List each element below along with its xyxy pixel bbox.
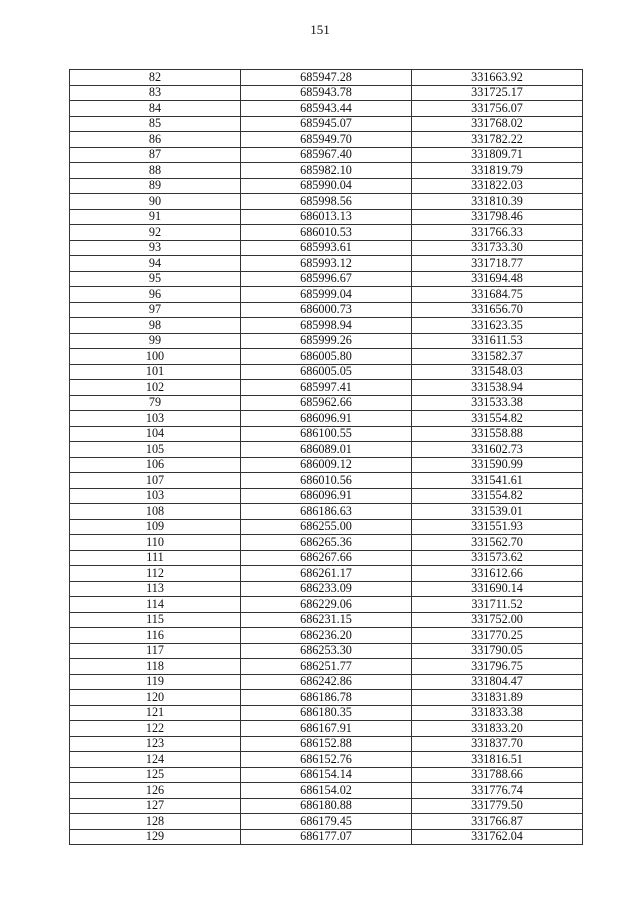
y-coordinate-cell: 331711.52 [412, 597, 583, 613]
point-number-cell: 112 [70, 566, 241, 582]
x-coordinate-cell: 686177.07 [241, 829, 412, 845]
x-coordinate-cell: 685962.66 [241, 395, 412, 411]
x-coordinate-cell: 686255.00 [241, 519, 412, 535]
y-coordinate-cell: 331770.25 [412, 628, 583, 644]
y-coordinate-cell: 331810.39 [412, 194, 583, 210]
y-coordinate-cell: 331831.89 [412, 690, 583, 706]
x-coordinate-cell: 686096.91 [241, 488, 412, 504]
x-coordinate-cell: 686267.66 [241, 550, 412, 566]
y-coordinate-cell: 331816.51 [412, 752, 583, 768]
table-row [70, 380, 583, 396]
x-coordinate-cell: 686231.15 [241, 612, 412, 628]
x-coordinate-cell: 685998.94 [241, 318, 412, 334]
table-row [70, 225, 583, 241]
point-number-cell: 102 [70, 380, 241, 396]
point-number-cell: 79 [70, 395, 241, 411]
x-coordinate-cell: 685943.44 [241, 101, 412, 117]
y-coordinate-cell: 331779.50 [412, 798, 583, 814]
x-coordinate-cell: 686010.56 [241, 473, 412, 489]
point-number-cell: 88 [70, 163, 241, 179]
y-coordinate-cell: 331733.30 [412, 240, 583, 256]
x-coordinate-cell: 686242.86 [241, 674, 412, 690]
table-row [70, 426, 583, 442]
y-coordinate-cell: 331796.75 [412, 659, 583, 675]
point-number-cell: 118 [70, 659, 241, 675]
x-coordinate-cell: 685943.78 [241, 85, 412, 101]
coordinates-table [69, 69, 583, 845]
y-coordinate-cell: 331833.38 [412, 705, 583, 721]
x-coordinate-cell: 686180.88 [241, 798, 412, 814]
table-row [70, 116, 583, 132]
y-coordinate-cell: 331804.47 [412, 674, 583, 690]
point-number-cell: 107 [70, 473, 241, 489]
y-coordinate-cell: 331538.94 [412, 380, 583, 396]
y-coordinate-cell: 331684.75 [412, 287, 583, 303]
x-coordinate-cell: 686154.02 [241, 783, 412, 799]
table-row [70, 612, 583, 628]
table-row [70, 302, 583, 318]
table-row [70, 767, 583, 783]
y-coordinate-cell: 331551.93 [412, 519, 583, 535]
y-coordinate-cell: 331582.37 [412, 349, 583, 365]
page-number: 151 [310, 22, 330, 37]
x-coordinate-cell: 686154.14 [241, 767, 412, 783]
point-number-cell: 114 [70, 597, 241, 613]
y-coordinate-cell: 331554.82 [412, 411, 583, 427]
table-row [70, 829, 583, 845]
table-row [70, 783, 583, 799]
table-row [70, 256, 583, 272]
x-coordinate-cell: 685982.10 [241, 163, 412, 179]
x-coordinate-cell: 686261.17 [241, 566, 412, 582]
table-row [70, 798, 583, 814]
table-row [70, 240, 583, 256]
point-number-cell: 103 [70, 488, 241, 504]
point-number-cell: 103 [70, 411, 241, 427]
x-coordinate-cell: 685949.70 [241, 132, 412, 148]
y-coordinate-cell: 331533.38 [412, 395, 583, 411]
y-coordinate-cell: 331782.22 [412, 132, 583, 148]
y-coordinate-cell: 331541.61 [412, 473, 583, 489]
x-coordinate-cell: 685947.28 [241, 70, 412, 86]
y-coordinate-cell: 331798.46 [412, 209, 583, 225]
x-coordinate-cell: 685993.61 [241, 240, 412, 256]
point-number-cell: 86 [70, 132, 241, 148]
point-number-cell: 96 [70, 287, 241, 303]
point-number-cell: 129 [70, 829, 241, 845]
point-number-cell: 116 [70, 628, 241, 644]
point-number-cell: 126 [70, 783, 241, 799]
y-coordinate-cell: 331554.82 [412, 488, 583, 504]
y-coordinate-cell: 331822.03 [412, 178, 583, 194]
x-coordinate-cell: 686265.36 [241, 535, 412, 551]
x-coordinate-cell: 686013.13 [241, 209, 412, 225]
y-coordinate-cell: 331768.02 [412, 116, 583, 132]
table-row [70, 132, 583, 148]
x-coordinate-cell: 685998.56 [241, 194, 412, 210]
y-coordinate-cell: 331819.79 [412, 163, 583, 179]
x-coordinate-cell: 686179.45 [241, 814, 412, 830]
x-coordinate-cell: 686009.12 [241, 457, 412, 473]
table-row [70, 411, 583, 427]
table-row [70, 566, 583, 582]
y-coordinate-cell: 331837.70 [412, 736, 583, 752]
table-row [70, 442, 583, 458]
y-coordinate-cell: 331718.77 [412, 256, 583, 272]
table-row [70, 194, 583, 210]
x-coordinate-cell: 685999.26 [241, 333, 412, 349]
table-row [70, 287, 583, 303]
point-number-cell: 85 [70, 116, 241, 132]
y-coordinate-cell: 331766.87 [412, 814, 583, 830]
table-row [70, 85, 583, 101]
table-row [70, 504, 583, 520]
table-row [70, 364, 583, 380]
point-number-cell: 127 [70, 798, 241, 814]
y-coordinate-cell: 331623.35 [412, 318, 583, 334]
x-coordinate-cell: 686167.91 [241, 721, 412, 737]
x-coordinate-cell: 686229.06 [241, 597, 412, 613]
y-coordinate-cell: 331809.71 [412, 147, 583, 163]
y-coordinate-cell: 331776.74 [412, 783, 583, 799]
point-number-cell: 119 [70, 674, 241, 690]
point-number-cell: 89 [70, 178, 241, 194]
table-row [70, 690, 583, 706]
point-number-cell: 99 [70, 333, 241, 349]
x-coordinate-cell: 686233.09 [241, 581, 412, 597]
table-row [70, 550, 583, 566]
x-coordinate-cell: 686186.63 [241, 504, 412, 520]
table-row [70, 628, 583, 644]
point-number-cell: 106 [70, 457, 241, 473]
table-row [70, 349, 583, 365]
point-number-cell: 87 [70, 147, 241, 163]
point-number-cell: 83 [70, 85, 241, 101]
point-number-cell: 93 [70, 240, 241, 256]
x-coordinate-cell: 686000.73 [241, 302, 412, 318]
x-coordinate-cell: 686251.77 [241, 659, 412, 675]
point-number-cell: 121 [70, 705, 241, 721]
y-coordinate-cell: 331752.00 [412, 612, 583, 628]
x-coordinate-cell: 685996.67 [241, 271, 412, 287]
y-coordinate-cell: 331756.07 [412, 101, 583, 117]
point-number-cell: 95 [70, 271, 241, 287]
x-coordinate-cell: 685997.41 [241, 380, 412, 396]
table-row [70, 333, 583, 349]
x-coordinate-cell: 686010.53 [241, 225, 412, 241]
point-number-cell: 109 [70, 519, 241, 535]
point-number-cell: 97 [70, 302, 241, 318]
y-coordinate-cell: 331725.17 [412, 85, 583, 101]
table-row [70, 519, 583, 535]
table-row [70, 643, 583, 659]
table-row [70, 705, 583, 721]
point-number-cell: 101 [70, 364, 241, 380]
y-coordinate-cell: 331833.20 [412, 721, 583, 737]
x-coordinate-cell: 686100.55 [241, 426, 412, 442]
point-number-cell: 100 [70, 349, 241, 365]
table-row [70, 659, 583, 675]
y-coordinate-cell: 331766.33 [412, 225, 583, 241]
y-coordinate-cell: 331762.04 [412, 829, 583, 845]
y-coordinate-cell: 331612.66 [412, 566, 583, 582]
table-row [70, 101, 583, 117]
table-row [70, 736, 583, 752]
point-number-cell: 122 [70, 721, 241, 737]
x-coordinate-cell: 685945.07 [241, 116, 412, 132]
table-row [70, 147, 583, 163]
table-row [70, 209, 583, 225]
table-row [70, 581, 583, 597]
x-coordinate-cell: 686152.88 [241, 736, 412, 752]
point-number-cell: 117 [70, 643, 241, 659]
point-number-cell: 111 [70, 550, 241, 566]
table-row [70, 752, 583, 768]
point-number-cell: 105 [70, 442, 241, 458]
table-row [70, 70, 583, 86]
y-coordinate-cell: 331790.05 [412, 643, 583, 659]
y-coordinate-cell: 331788.66 [412, 767, 583, 783]
table-row [70, 395, 583, 411]
y-coordinate-cell: 331562.70 [412, 535, 583, 551]
y-coordinate-cell: 331573.62 [412, 550, 583, 566]
x-coordinate-cell: 685967.40 [241, 147, 412, 163]
point-number-cell: 84 [70, 101, 241, 117]
y-coordinate-cell: 331539.01 [412, 504, 583, 520]
table-row [70, 457, 583, 473]
point-number-cell: 90 [70, 194, 241, 210]
y-coordinate-cell: 331611.53 [412, 333, 583, 349]
x-coordinate-cell: 686089.01 [241, 442, 412, 458]
point-number-cell: 123 [70, 736, 241, 752]
y-coordinate-cell: 331590.99 [412, 457, 583, 473]
table-row [70, 535, 583, 551]
x-coordinate-cell: 686253.30 [241, 643, 412, 659]
table-row [70, 473, 583, 489]
x-coordinate-cell: 686152.76 [241, 752, 412, 768]
x-coordinate-cell: 685993.12 [241, 256, 412, 272]
point-number-cell: 108 [70, 504, 241, 520]
x-coordinate-cell: 686236.20 [241, 628, 412, 644]
point-number-cell: 124 [70, 752, 241, 768]
point-number-cell: 128 [70, 814, 241, 830]
coordinates-table-body [70, 70, 583, 845]
point-number-cell: 125 [70, 767, 241, 783]
table-row [70, 597, 583, 613]
y-coordinate-cell: 331694.48 [412, 271, 583, 287]
table-row [70, 318, 583, 334]
point-number-cell: 104 [70, 426, 241, 442]
point-number-cell: 92 [70, 225, 241, 241]
point-number-cell: 82 [70, 70, 241, 86]
table-row [70, 178, 583, 194]
table-row [70, 721, 583, 737]
x-coordinate-cell: 685999.04 [241, 287, 412, 303]
y-coordinate-cell: 331690.14 [412, 581, 583, 597]
point-number-cell: 115 [70, 612, 241, 628]
x-coordinate-cell: 686005.80 [241, 349, 412, 365]
table-row [70, 674, 583, 690]
y-coordinate-cell: 331558.88 [412, 426, 583, 442]
point-number-cell: 94 [70, 256, 241, 272]
table-row [70, 163, 583, 179]
y-coordinate-cell: 331548.03 [412, 364, 583, 380]
y-coordinate-cell: 331602.73 [412, 442, 583, 458]
x-coordinate-cell: 686180.35 [241, 705, 412, 721]
y-coordinate-cell: 331663.92 [412, 70, 583, 86]
x-coordinate-cell: 685990.04 [241, 178, 412, 194]
point-number-cell: 98 [70, 318, 241, 334]
x-coordinate-cell: 686186.78 [241, 690, 412, 706]
y-coordinate-cell: 331656.70 [412, 302, 583, 318]
point-number-cell: 113 [70, 581, 241, 597]
x-coordinate-cell: 686005.05 [241, 364, 412, 380]
point-number-cell: 120 [70, 690, 241, 706]
table-row [70, 814, 583, 830]
x-coordinate-cell: 686096.91 [241, 411, 412, 427]
point-number-cell: 91 [70, 209, 241, 225]
point-number-cell: 110 [70, 535, 241, 551]
table-row [70, 271, 583, 287]
table-row [70, 488, 583, 504]
